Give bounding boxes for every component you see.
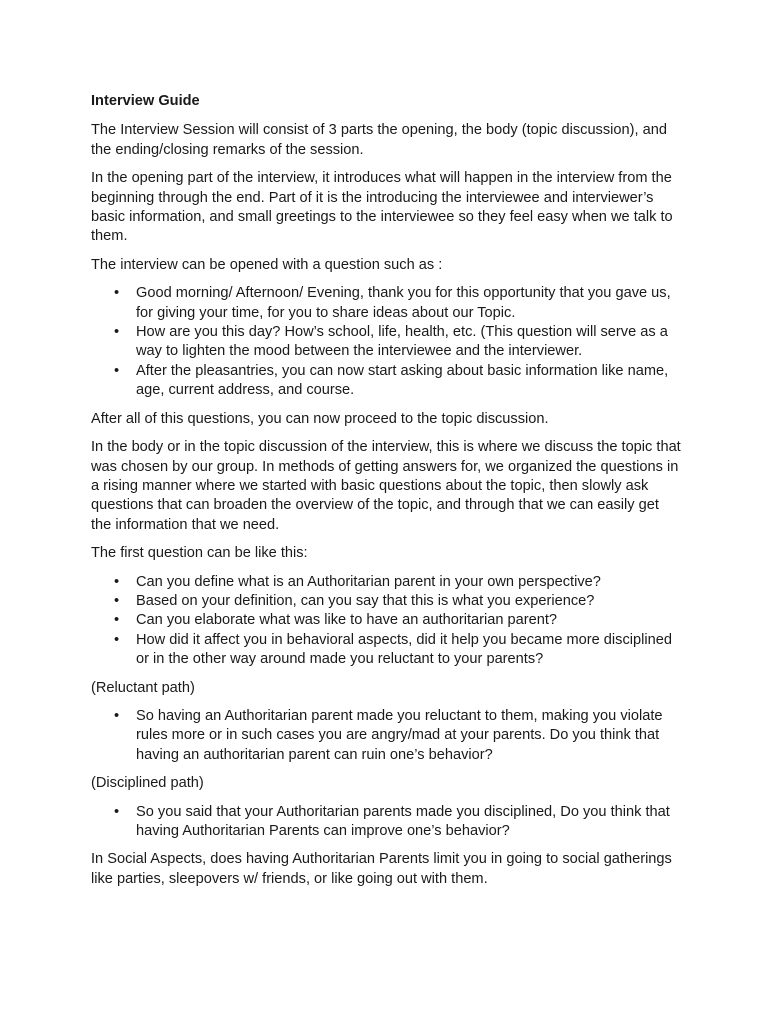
bullet-icon: • [114, 285, 120, 302]
bullet-icon: • [114, 803, 120, 820]
list-item [91, 362, 681, 401]
list-item-text: After the pleasantries, you can now start asking about basic information like name, age, current address, and course. [136, 362, 669, 399]
list-item-text: How did it affect you in behavioral aspects, did it help you became more disciplined or in the other way around made you reluctant to your parents? [136, 631, 672, 668]
intro-paragraph-3: The interview can be opened with a question such as : [91, 256, 443, 273]
reluctant-questions-list [91, 707, 681, 765]
document-page [91, 92, 681, 898]
first-question-intro: The first question can be like this: [91, 545, 308, 562]
list-item [91, 707, 681, 765]
bullet-icon: • [114, 612, 120, 629]
first-questions-list [91, 573, 681, 670]
body-paragraph: In the body or in the topic discussion of the interview, this is where we discuss the topic that was chosen by our group. In methods of getting answers for, we organized the questions in a rising manner where we started with basic questions about the topic, then slowly ask questions that can broaden the overview of the topic, and through that we can easily get the information that we need. [91, 439, 681, 533]
bullet-icon: • [114, 362, 120, 379]
disciplined-path-label: (Disciplined path) [91, 775, 204, 792]
list-item-text: Can you define what is an Authoritarian parent in your own perspective? [136, 573, 601, 590]
list-item [91, 323, 681, 362]
list-item-text: So you said that your Authoritarian parents made you disciplined, Do you think that having Authoritarian Parents can improve one’s behavior? [136, 803, 670, 839]
document-title: Interview Guide [91, 93, 200, 109]
bullet-icon: • [114, 592, 120, 609]
list-item-text: Based on your definition, can you say that this is what you experience? [136, 592, 595, 609]
opening-questions-list [91, 284, 681, 400]
bullet-icon: • [114, 573, 120, 590]
list-item-text: Good morning/ Afternoon/ Evening, thank you for this opportunity that you gave us, for giving your time, for you to share ideas about our Topic. [136, 285, 671, 321]
bullet-icon: • [114, 324, 120, 341]
reluctant-path-label: (Reluctant path) [91, 679, 195, 696]
social-aspects-paragraph: In Social Aspects, does having Authoritarian Parents limit you in going to social gatherings like parties, sleepovers w/ friends, or like going out with them. [91, 851, 672, 887]
bullet-icon: • [114, 707, 120, 724]
list-item-text: How are you this day? How’s school, life, health, etc. (This question will serve as a way to lighten the mood between the interviewee and the interviewer. [136, 324, 668, 360]
list-item [91, 631, 681, 670]
list-item [91, 803, 681, 842]
list-item [91, 611, 681, 630]
intro-paragraph-2: In the opening part of the interview, it introduces what will happen in the interview from the beginning through the end. Part of it is the introducing the interviewee and interviewer’s basic information, and small greetings to the interviewee so they feel easy when we talk to them. [91, 170, 673, 245]
intro-paragraph-1: The Interview Session will consist of 3 parts the opening, the body (topic discussion), and the ending/closing remarks of the session. [91, 122, 667, 158]
disciplined-questions-list [91, 803, 681, 842]
list-item [91, 573, 681, 592]
after-opening-paragraph: After all of this questions, you can now proceed to the topic discussion. [91, 410, 549, 427]
bullet-icon: • [114, 631, 120, 648]
list-item [91, 284, 681, 323]
list-item [91, 592, 681, 611]
list-item-text: So having an Authoritarian parent made you reluctant to them, making you violate rules more or in such cases you are angry/mad at your parents. Do you think that having an authoritarian parent can ruin one’s behavior? [136, 707, 663, 763]
list-item-text: Can you elaborate what was like to have an authoritarian parent? [136, 612, 558, 629]
